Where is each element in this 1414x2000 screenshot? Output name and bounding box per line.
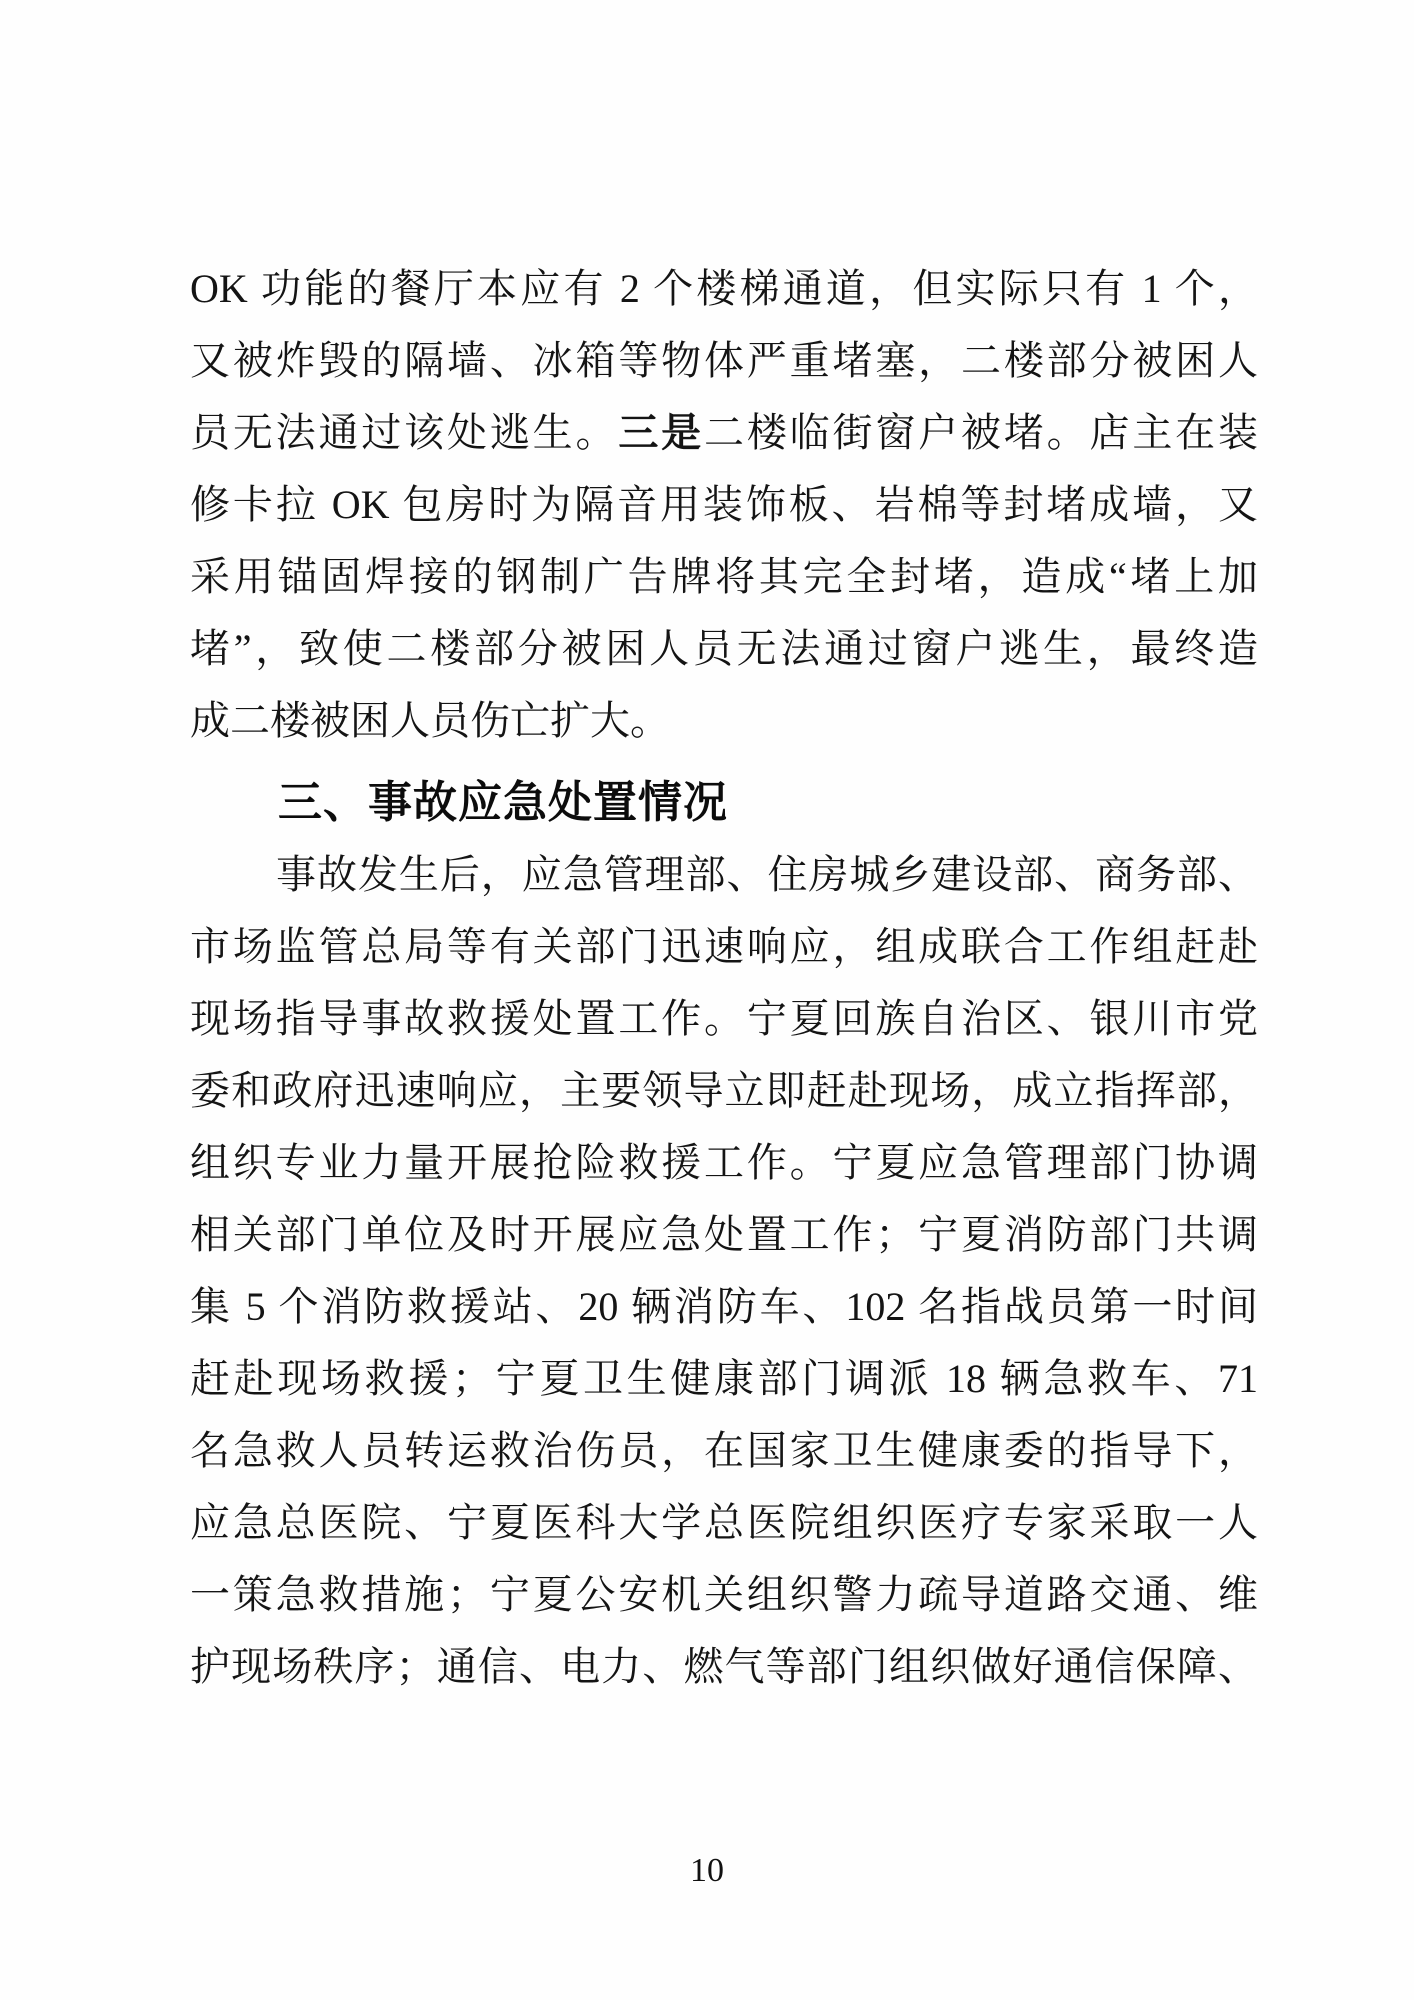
paragraph-continuation xyxy=(190,253,1258,757)
bold-emphasis-run: 三是 xyxy=(618,411,705,455)
body-line: 堵”，致使二楼部分被困人员无法通过窗户逃生，最终造 xyxy=(190,626,1258,671)
page-number: 10 xyxy=(690,1852,724,1889)
body-line: 组织专业力量开展抢险救援工作。宁夏应急管理部门协调 xyxy=(190,1140,1258,1185)
body-line: OK 功能的餐厅本应有 2 个楼梯通道，但实际只有 1 个， xyxy=(190,266,1258,311)
body-line xyxy=(190,397,1258,469)
body-text-segment: 员无法通过该处逃生。 xyxy=(190,410,619,455)
body-line: 修卡拉 OK 包房时为隔音用装饰板、岩棉等封堵成墙，又 xyxy=(190,482,1258,527)
body-line: 名急救人员转运救治伤员，在国家卫生健康委的指导下， xyxy=(190,1428,1258,1473)
body-line: 委和政府迅速响应，主要领导立即赶赴现场，成立指挥部， xyxy=(190,1068,1258,1113)
body-line: 应急总医院、宁夏医科大学总医院组织医疗专家采取一人 xyxy=(190,1500,1258,1545)
body-line: 一策急救措施；宁夏公安机关组织警力疏导道路交通、维 xyxy=(190,1572,1258,1617)
body-line: 护现场秩序；通信、电力、燃气等部门组织做好通信保障、 xyxy=(190,1644,1258,1689)
section-heading: 三、事故应急处置情况 xyxy=(278,778,728,827)
body-line: 相关部门单位及时开展应急处置工作；宁夏消防部门共调 xyxy=(190,1212,1258,1257)
body-line: 事故发生后，应急管理部、住房城乡建设部、商务部、 xyxy=(276,852,1258,897)
body-line: 现场指导事故救援处置工作。宁夏回族自治区、银川市党 xyxy=(190,996,1258,1041)
page-content xyxy=(190,253,1258,1703)
body-line: 采用锚固焊接的钢制广告牌将其完全封堵，造成“堵上加 xyxy=(190,554,1258,599)
body-line: 市场监管总局等有关部门迅速响应，组成联合工作组赶赴 xyxy=(190,924,1258,969)
body-text-segment: 二楼临街窗户被堵。店主在装 xyxy=(704,410,1258,455)
body-line: 成二楼被困人员伤亡扩大。 xyxy=(190,698,670,743)
paragraph-emergency-response xyxy=(190,839,1258,1703)
body-line: 赶赴现场救援；宁夏卫生健康部门调派 18 辆急救车、71 xyxy=(190,1356,1258,1401)
body-line: 集 5 个消防救援站、20 辆消防车、102 名指战员第一时间 xyxy=(190,1284,1258,1329)
body-line: 又被炸毁的隔墙、冰箱等物体严重堵塞，二楼部分被困人 xyxy=(190,338,1258,383)
